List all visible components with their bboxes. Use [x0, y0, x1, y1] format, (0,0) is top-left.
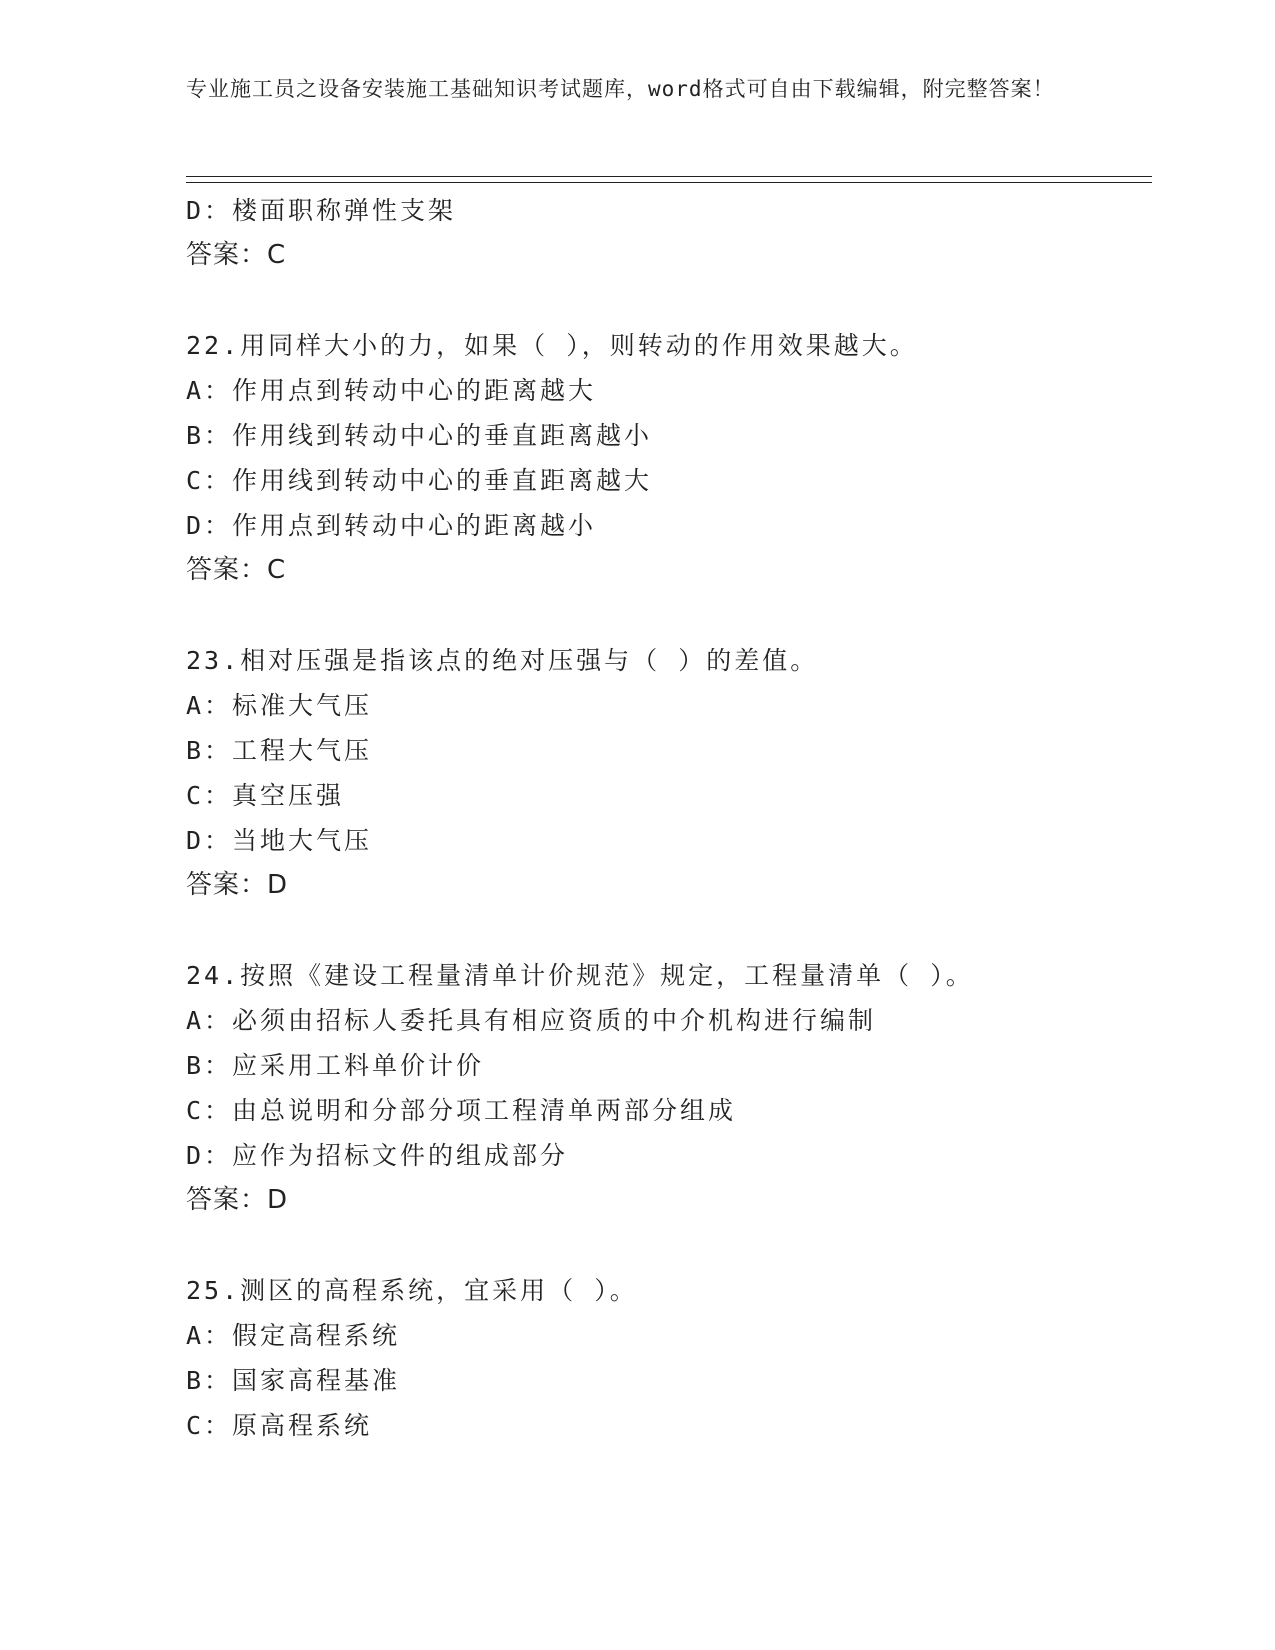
- option-d: D：当地大气压: [186, 826, 373, 855]
- option-c: C：由总说明和分部分项工程清单两部分组成: [186, 1096, 737, 1125]
- answer: 答案：C: [186, 555, 287, 585]
- option-a: A：标准大气压: [186, 691, 373, 720]
- option-c: C：作用线到转动中心的垂直距离越大: [186, 466, 653, 495]
- option-c: C：真空压强: [186, 781, 345, 810]
- option-a: A：作用点到转动中心的距离越大: [186, 376, 597, 405]
- document-header: 专业施工员之设备安装施工基础知识考试题库，word格式可自由下载编辑，附完整答案！: [186, 77, 1055, 101]
- question-stem: 23.相对压强是指该点的绝对压强与（ ）的差值。: [186, 646, 819, 675]
- header-divider: [186, 176, 1152, 183]
- question-stem: 24.按照《建设工程量清单计价规范》规定，工程量清单（ ）。: [186, 961, 974, 990]
- option-d: D：应作为招标文件的组成部分: [186, 1141, 569, 1170]
- spacer: [186, 278, 1152, 323]
- option-d: D：楼面职称弹性支架: [186, 196, 457, 225]
- answer: 答案：C: [186, 240, 287, 270]
- option-b: B：应采用工料单价计价: [186, 1051, 485, 1080]
- answer: 答案：D: [186, 870, 289, 900]
- option-c: C：原高程系统: [186, 1411, 373, 1440]
- option-b: B：作用线到转动中心的垂直距离越小: [186, 421, 653, 450]
- option-a: A：假定高程系统: [186, 1321, 401, 1350]
- answer: 答案：D: [186, 1185, 289, 1215]
- option-d: D：作用点到转动中心的距离越小: [186, 511, 597, 540]
- spacer: [186, 908, 1152, 953]
- question-stem: 25.测区的高程系统，宜采用（ ）。: [186, 1276, 638, 1305]
- option-b: B：工程大气压: [186, 736, 373, 765]
- option-b: B：国家高程基准: [186, 1366, 401, 1395]
- option-a: A：必须由招标人委托具有相应资质的中介机构进行编制: [186, 1006, 877, 1035]
- question-list: [186, 188, 1152, 1448]
- question-stem: 22.用同样大小的力，如果（ ），则转动的作用效果越大。: [186, 331, 918, 360]
- spacer: [186, 1223, 1152, 1268]
- spacer: [186, 593, 1152, 638]
